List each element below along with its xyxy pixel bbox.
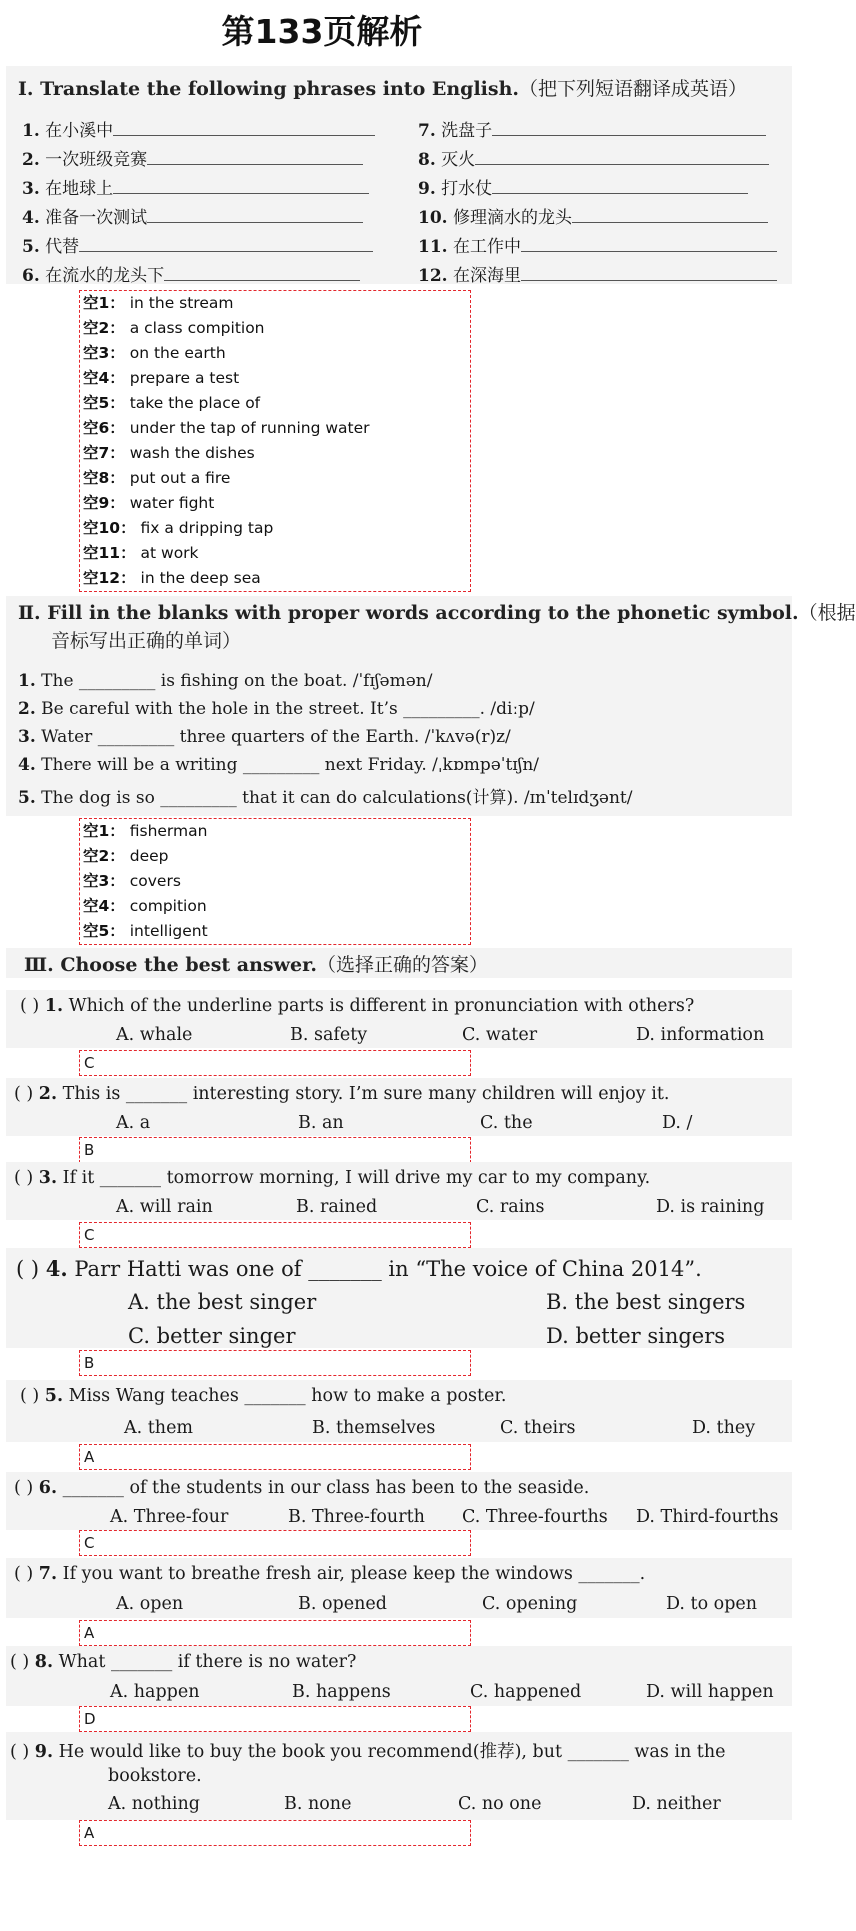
question-5-scan — [6, 1380, 792, 1442]
answer-row: 空2： a class compition — [83, 319, 265, 337]
answer-row: 空11： at work — [83, 544, 199, 562]
section-2-answer-box — [79, 818, 471, 945]
answer-box-q7: A — [79, 1620, 471, 1646]
answer-box-q1: C — [79, 1050, 471, 1076]
option-b: B. an — [298, 1113, 344, 1133]
option-b: B. the best singers — [546, 1290, 746, 1314]
answer-row: 空7： wash the dishes — [83, 444, 255, 462]
answer-row: 空4： prepare a test — [83, 369, 240, 387]
option-c: C. rains — [476, 1197, 545, 1217]
answer-row: 空1： fisherman — [83, 822, 208, 840]
option-c: C. no one — [458, 1794, 542, 1814]
question-stem: ( ) 3. If it _______ tomorrow morning, I will drive my car to my company. — [14, 1168, 651, 1188]
option-a: A. nothing — [108, 1794, 200, 1814]
phrase-item: 3. 在地球上 — [22, 174, 369, 199]
answer-row: 空1： in the stream — [83, 294, 234, 312]
question-stem: ( ) 8. What _______ if there is no water? — [10, 1652, 357, 1672]
option-b: B. happens — [292, 1682, 391, 1702]
phonetic-item: 2. Be careful with the hole in the street. It’s _________. /diːp/ — [18, 699, 535, 719]
option-d: D. better singers — [546, 1324, 726, 1348]
option-b: B. Three-fourth — [288, 1507, 425, 1527]
question-3-scan — [6, 1162, 792, 1220]
option-a: A. Three-four — [110, 1507, 229, 1527]
section-2-heading-cn: （根据 — [798, 602, 856, 624]
answer-row: 空3： covers — [83, 872, 181, 890]
option-b: B. themselves — [312, 1418, 436, 1438]
question-9-scan — [6, 1732, 792, 1820]
answer-row: 空5： intelligent — [83, 922, 208, 940]
section-1-scan — [6, 66, 792, 284]
option-d: D. to open — [666, 1594, 758, 1614]
option-a: A. the best singer — [128, 1290, 317, 1314]
option-d: D. will happen — [646, 1682, 774, 1702]
answer-row: 空8： put out a fire — [83, 469, 231, 487]
section-1-answer-box — [79, 290, 471, 592]
question-stem: ( ) 1. Which of the underline parts is different in pronunciation with others? — [20, 996, 695, 1016]
answer-row: 空3： on the earth — [83, 344, 226, 362]
question-stem: ( ) 5. Miss Wang teaches _______ how to make a poster. — [20, 1386, 507, 1406]
option-a: A. open — [116, 1594, 184, 1614]
phonetic-item: 5. The dog is so _________ that it can do calculations(计算). /ɪnˈtelɪdʒənt/ — [18, 788, 633, 808]
option-a: A. happen — [110, 1682, 200, 1702]
section-1-heading-cn: （把下列短语翻译成英语） — [519, 78, 748, 100]
question-stem: ( ) 2. This is _______ interesting story. I’m sure many children will enjoy it. — [14, 1084, 670, 1104]
question-1-scan — [6, 990, 792, 1048]
question-8-scan — [6, 1646, 792, 1706]
answer-box-q6: C — [79, 1530, 471, 1556]
option-d: D. is raining — [656, 1197, 765, 1217]
phrase-item: 4. 准备一次测试 — [22, 203, 363, 228]
phonetic-item: 4. There will be a writing _________ next Friday. /ˌkɒmpəˈtɪʃn/ — [18, 755, 540, 775]
section-3-heading: Ⅲ. Choose the best answer.（选择正确的答案） — [24, 954, 488, 976]
question-4-scan — [6, 1248, 792, 1348]
answer-box-q5: A — [79, 1444, 471, 1470]
answer-row: 空6： under the tap of running water — [83, 419, 370, 437]
option-a: A. a — [116, 1113, 151, 1133]
answer-row: 空2： deep — [83, 847, 169, 865]
page-title: 第133页解析 — [221, 12, 423, 51]
answer-box-q2: B — [79, 1137, 471, 1163]
option-c: C. better singer — [128, 1324, 296, 1348]
section-1-heading-en: Ⅰ. Translate the following phrases into English. — [18, 78, 520, 100]
phrase-item: 12. 在深海里 — [418, 261, 777, 286]
question-stem: ( ) 4. Parr Hatti was one of _______ in “The voice of China 2014”. — [16, 1256, 702, 1281]
answer-row: 空9： water fight — [83, 494, 215, 512]
phrase-item: 10. 修理滴水的龙头 — [418, 203, 768, 228]
phrase-item: 6. 在流水的龙头下 — [22, 261, 360, 286]
option-d: D. neither — [632, 1794, 721, 1814]
option-b: B. none — [284, 1794, 352, 1814]
answer-row: 空4： compition — [83, 897, 207, 915]
option-c: C. water — [462, 1025, 538, 1045]
option-d: D. Third-fourths — [636, 1507, 779, 1527]
option-d: D. information — [636, 1025, 765, 1045]
phrase-item: 2. 一次班级竞赛 — [22, 145, 363, 170]
answer-box-q8: D — [79, 1706, 471, 1732]
answer-row: 空10： fix a dripping tap — [83, 519, 274, 537]
option-b: B. opened — [298, 1594, 387, 1614]
answer-box-q9: A — [79, 1820, 471, 1846]
question-stem: ( ) 6. _______ of the students in our class has been to the seaside. — [14, 1478, 590, 1498]
answer-row: 空5： take the place of — [83, 394, 261, 412]
question-7-scan — [6, 1558, 792, 1618]
answer-box-q3: C — [79, 1222, 471, 1248]
question-6-scan — [6, 1472, 792, 1530]
option-a: A. whale — [116, 1025, 193, 1045]
answer-row: 空12： in the deep sea — [83, 569, 261, 587]
section-2-heading-en: Ⅱ. Fill in the blanks with proper words according to the phonetic symbol. — [18, 602, 799, 624]
option-b: B. safety — [290, 1025, 368, 1045]
answer-box-q4: B — [79, 1350, 471, 1376]
phrase-item: 9. 打水仗 — [418, 174, 748, 199]
phrase-item: 11. 在工作中 — [418, 232, 777, 257]
phrase-item: 8. 灭火 — [418, 145, 769, 170]
option-a: A. them — [124, 1418, 194, 1438]
phrase-item: 5. 代替 — [22, 232, 373, 257]
section-3-heading-scan — [6, 948, 792, 978]
option-c: C. happened — [470, 1682, 582, 1702]
option-a: A. will rain — [116, 1197, 213, 1217]
phonetic-item: 3. Water _________ three quarters of the Earth. /ˈkʌvə(r)z/ — [18, 727, 511, 747]
phonetic-item: 1. The _________ is fishing on the boat. /ˈfɪʃəmən/ — [18, 671, 433, 691]
section-2-heading — [18, 598, 856, 625]
option-b: B. rained — [296, 1197, 378, 1217]
option-d: D. / — [662, 1113, 693, 1133]
section-2-heading-line2: 音标写出正确的单词） — [51, 630, 242, 652]
option-c: C. theirs — [500, 1418, 576, 1438]
section-2-scan — [6, 596, 856, 816]
question-2-scan — [6, 1078, 792, 1136]
option-c: C. opening — [482, 1594, 578, 1614]
option-c: C. the — [480, 1113, 533, 1133]
phrase-item: 1. 在小溪中 — [22, 116, 375, 141]
option-d: D. they — [692, 1418, 756, 1438]
option-c: C. Three-fourths — [462, 1507, 608, 1527]
question-stem: ( ) 9. He would like to buy the book you recommend(推荐), but _______ was in the — [10, 1742, 726, 1762]
question-stem-line2: bookstore. — [108, 1766, 202, 1786]
phrase-item: 7. 洗盘子 — [418, 116, 766, 141]
section-1-heading — [18, 74, 747, 101]
question-stem: ( ) 7. If you want to breathe fresh air, please keep the windows _______. — [14, 1564, 646, 1584]
